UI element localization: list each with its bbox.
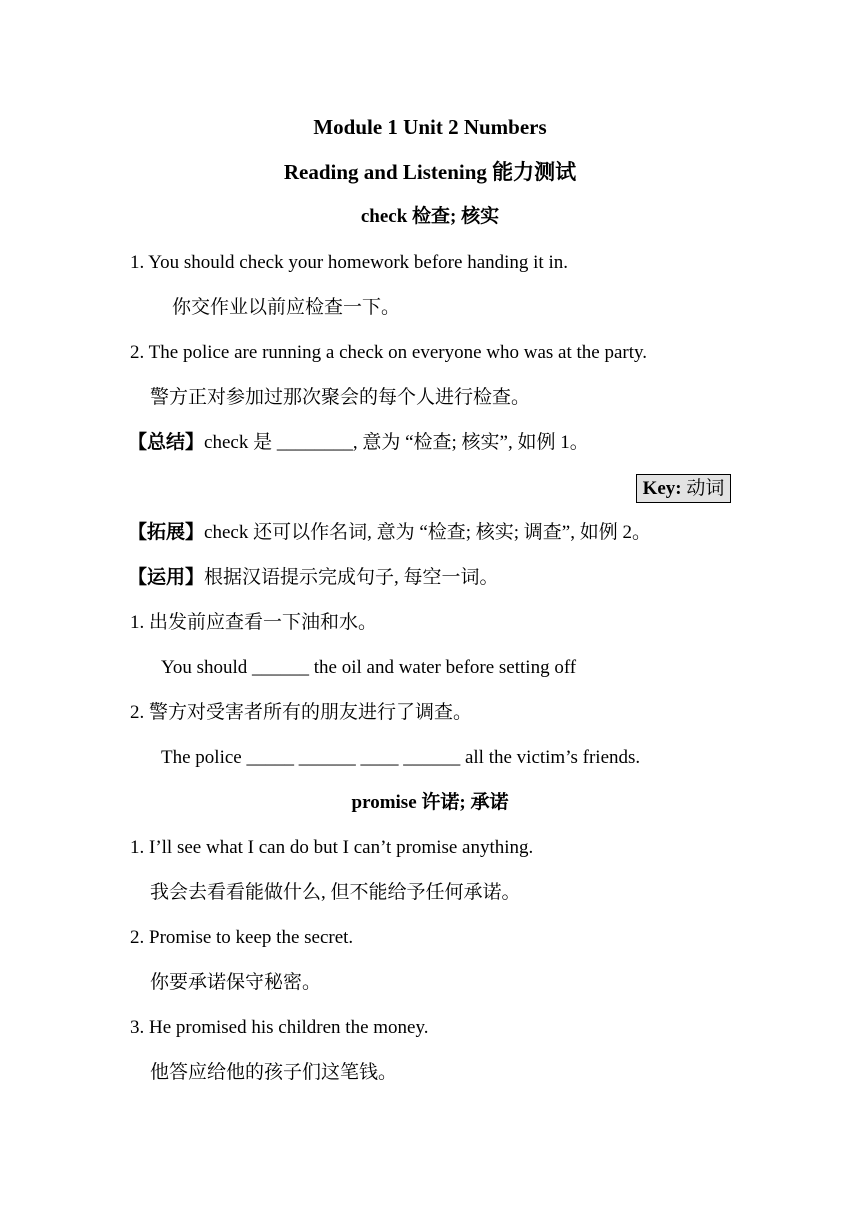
exercise-2-prompt: 2. 警方对受害者所有的朋友进行了调查。 [130, 702, 473, 723]
extend-text: check 还可以作名词, 意为 “检查; 核实; 调查”, 如例 2。 [204, 522, 651, 543]
section-heading-promise: promise 许诺; 承诺 [351, 792, 509, 813]
check-example-1-zh: 你交作业以前应检查一下。 [172, 297, 401, 318]
key-label: Key: [642, 478, 682, 499]
check-example-1-en: 1. You should check your homework before handing it in. [130, 252, 568, 273]
apply-text: 根据汉语提示完成句子, 每空一词。 [204, 567, 499, 588]
promise-example-3-zh: 他答应给他的孩子们这笔钱。 [150, 1062, 398, 1083]
key-value: 动词 [681, 478, 725, 499]
promise-example-1-zh: 我会去看看能做什么, 但不能给予任何承诺。 [150, 882, 521, 903]
summary-label: 【总结】 [128, 432, 205, 453]
extend-label: 【拓展】 [128, 522, 205, 543]
exercise-2-sentence: The police _____ ______ ____ ______ all the victim’s friends. [161, 747, 641, 768]
document-title: Module 1 Unit 2 Numbers [313, 115, 547, 139]
apply-line [128, 566, 499, 590]
section-heading-check: check 检查; 核实 [360, 206, 500, 227]
promise-example-3-en: 3. He promised his children the money. [130, 1017, 429, 1038]
check-example-2-zh: 警方正对参加过那次聚会的每个人进行检查。 [150, 387, 531, 408]
exercise-1-prompt: 1. 出发前应查看一下油和水。 [130, 612, 378, 633]
promise-example-2-en: 2. Promise to keep the secret. [130, 927, 354, 948]
apply-label: 【运用】 [128, 567, 205, 588]
promise-example-2-zh: 你要承诺保守秘密。 [150, 972, 322, 993]
summary-text: check 是 ________, 意为 “检查; 核实”, 如例 1。 [204, 432, 589, 453]
document-subtitle: Reading and Listening 能力测试 [283, 160, 577, 184]
summary-line [128, 431, 589, 455]
extend-line [128, 521, 651, 545]
exercise-1-sentence: You should ______ the oil and water before setting off [161, 657, 577, 678]
promise-example-1-en: 1. I’ll see what I can do but I can’t promise anything. [130, 837, 534, 858]
answer-key-box [636, 474, 731, 503]
check-example-2-en: 2. The police are running a check on everyone who was at the party. [130, 342, 648, 363]
